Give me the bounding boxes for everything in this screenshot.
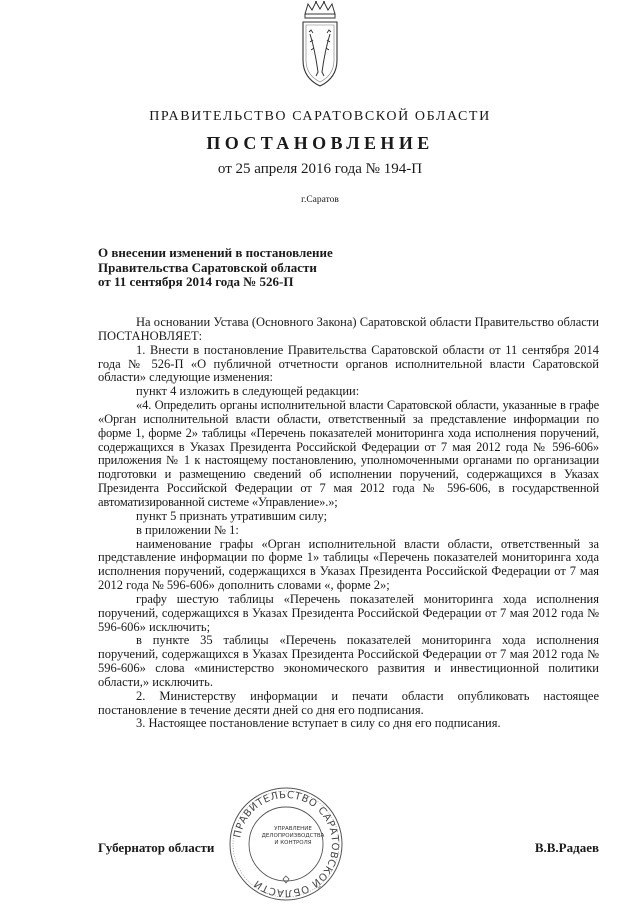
body-paragraph: наименование графы «Орган исполнительной власти области, ответственный за представление информации по форме 1» таблицы «Перечень показателей мониторинга хода исполнения поручений, содержащихся в Указах Президента Российской Федерации от 7 мая 2012 года № 596-606» дополнить словами «, форме 2»; bbox=[98, 536, 599, 593]
body-paragraph: в пункте 35 таблицы «Перечень показателей мониторинга хода исполнения поручений, содержащихся в Указах Президента Российской Федерации от 7 мая 2012 года № 596-606» слова «министерство экономического развития и инвестиционной политики области,» исключить. bbox=[98, 633, 599, 689]
body-paragraph: пункт 4 изложить в следующей редакции: bbox=[136, 384, 360, 399]
saratov-coat-of-arms-icon bbox=[297, 0, 343, 88]
body-paragraph: графу шестую таблицы «Перечень показателей мониторинга хода исполнения поручений, содержащихся в Указах Президента Российской Федерации от 7 мая 2012 года № 596-606» исключить; bbox=[98, 591, 599, 634]
seal-ring-text: ПРАВИТЕЛЬСТВО САРАТОВСКОЙ ОБЛАСТИ bbox=[232, 789, 341, 899]
document-subject bbox=[98, 246, 438, 290]
body-paragraph: «4. Определить органы исполнительной власти Саратовской области, указанные в графе «Орган исполнительной власти области, ответственный за представление информации по форме 1, форме 2» таблицы «Перечень показателей мониторинга хода исполнения поручений, содержащихся в Указах Президента Российской Федерации от 7 мая 2012 года № 596-606» приложения № 1 к настоящему постановлению, уполномоченными органами по организации подготовки и размещению сведений об исполнении поручений, содержащихся в Указах Президента Российской Федерации от 7 мая 2012 года № 596-606, в государственной автоматизированной системе «Управление».»; bbox=[98, 398, 599, 509]
body-paragraph: 3. Настоящее постановление вступает в силу со дня его подписания. bbox=[136, 716, 501, 731]
document-date-number: от 25 апреля 2016 года № 194-П bbox=[217, 161, 423, 177]
signatory-position: Губернатор области bbox=[98, 840, 215, 855]
seal-inner-text: УПРАВЛЕНИЕ ДЕЛОПРОИЗВОДСТВА И КОНТРОЛЯ bbox=[261, 826, 325, 846]
document-city: г.Саратов bbox=[301, 195, 339, 205]
subject-line: от 11 сентября 2014 года № 526-П bbox=[98, 274, 294, 289]
body-paragraph: в приложении № 1: bbox=[136, 522, 239, 537]
body-paragraph: На основании Устава (Основного Закона) Саратовской области Правительство области ПОСТАНОВЛЯЕТ: bbox=[98, 315, 599, 343]
subject-line: Правительства Саратовской области bbox=[98, 259, 317, 275]
signatory-name: В.В.Радаев bbox=[534, 840, 599, 855]
signature-block bbox=[98, 840, 599, 856]
subject-line: О внесении изменений в постановление bbox=[98, 245, 333, 260]
document-body bbox=[98, 316, 599, 731]
body-paragraph: пункт 5 признать утратившим силу; bbox=[136, 508, 328, 523]
government-name: ПРАВИТЕЛЬСТВО САРАТОВСКОЙ ОБЛАСТИ bbox=[149, 109, 491, 124]
body-paragraph: 2. Министерству информации и печати области опубликовать настоящее постановление в течение десяти дней со дня его подписания. bbox=[98, 688, 599, 717]
body-paragraph: 1. Внести в постановление Правительства Саратовской области от 11 сентября 2014 года № 526-П «О публичной отчетности органов исполнительной власти Саратовской области» следующие изменения: bbox=[98, 342, 599, 385]
document-type-title: ПОСТАНОВЛЕНИЕ bbox=[206, 133, 434, 153]
